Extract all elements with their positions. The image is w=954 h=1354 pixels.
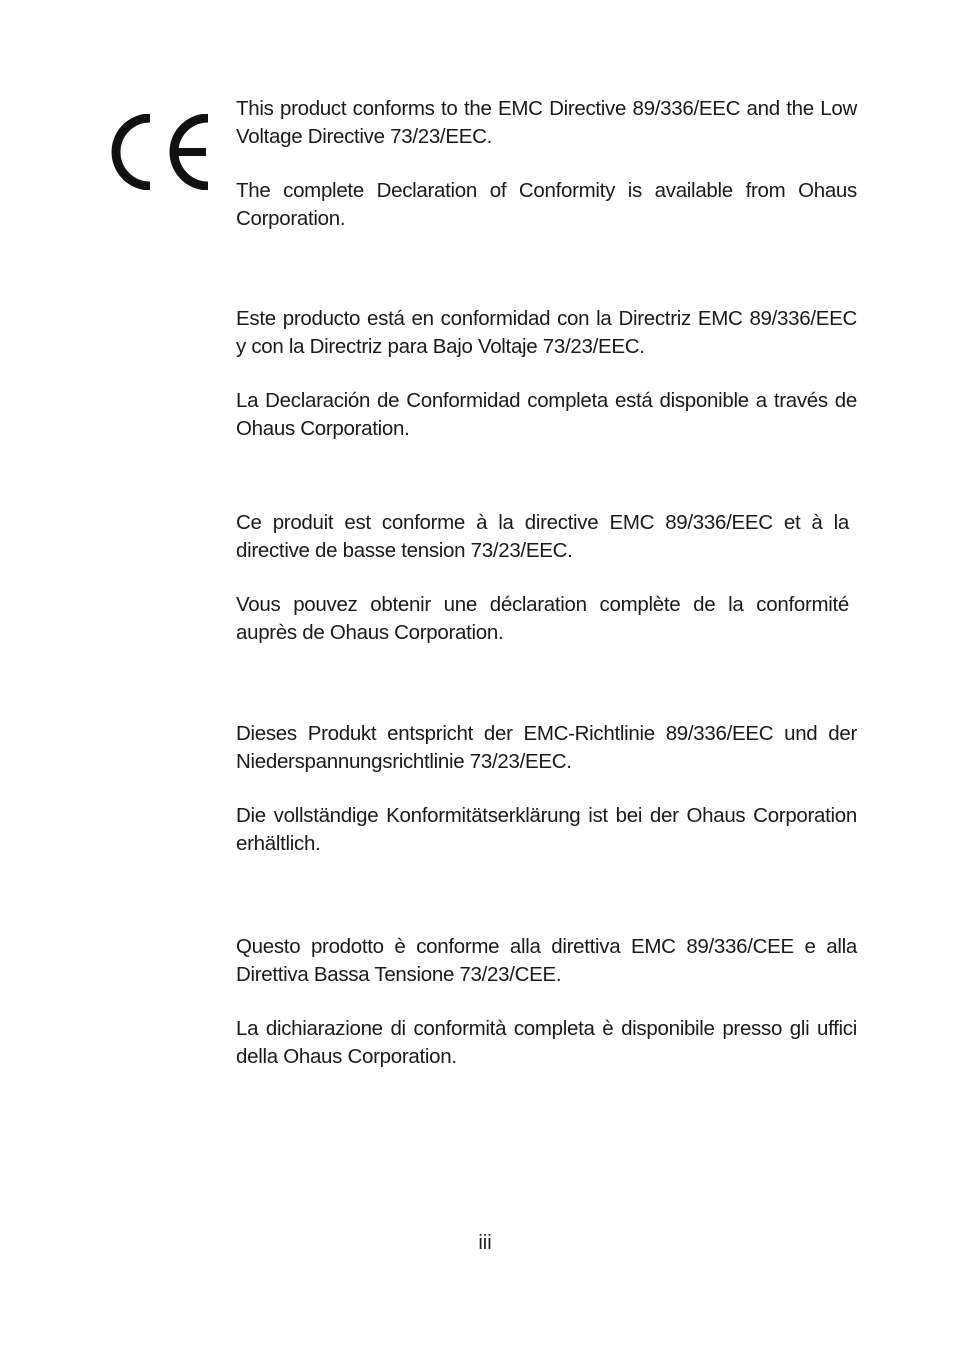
german-section [236,720,857,857]
german-declaration-text: Die vollständige Konformitätserklärung ist bei der Ohaus Corporation erhältlich. [236,804,857,855]
ce-mark-icon [110,114,214,190]
spanish-conformity-text: Este producto está en conformidad con la Directriz EMC 89/336/EEC y con la Directriz para Bajo Voltaje 73/23/EEC. [236,307,857,358]
italian-conformity-text: Questo prodotto è conforme alla direttiva EMC 89/336/CEE e alla Direttiva Bassa Tensione 73/23/CEE. [236,935,857,986]
english-section [236,95,857,232]
italian-section [236,933,857,1070]
spanish-declaration-text: La Declaración de Conformidad completa está disponible a través de Ohaus Corporation. [236,389,857,440]
english-declaration-text: The complete Declaration of Conformity is available from Ohaus Corporation. [236,179,857,230]
page-number: iii [478,1232,492,1254]
italian-declaration-text: La dichiarazione di conformità completa è disponibile presso gli uffici della Ohaus Corporation. [236,1017,857,1068]
spanish-section [236,305,857,442]
french-section [236,509,849,646]
french-conformity-text: Ce produit est conforme à la directive EMC 89/336/EEC et à la directive de basse tension 73/23/EEC. [236,511,849,562]
german-conformity-text: Dieses Produkt entspricht der EMC-Richtlinie 89/336/EEC und der Niederspannungsrichtlinie 73/23/EEC. [236,722,857,773]
english-conformity-text: This product conforms to the EMC Directive 89/336/EEC and the Low Voltage Directive 73/23/EEC. [236,97,857,148]
french-declaration-text: Vous pouvez obtenir une déclaration complète de la conformité auprès de Ohaus Corporation. [236,593,849,644]
